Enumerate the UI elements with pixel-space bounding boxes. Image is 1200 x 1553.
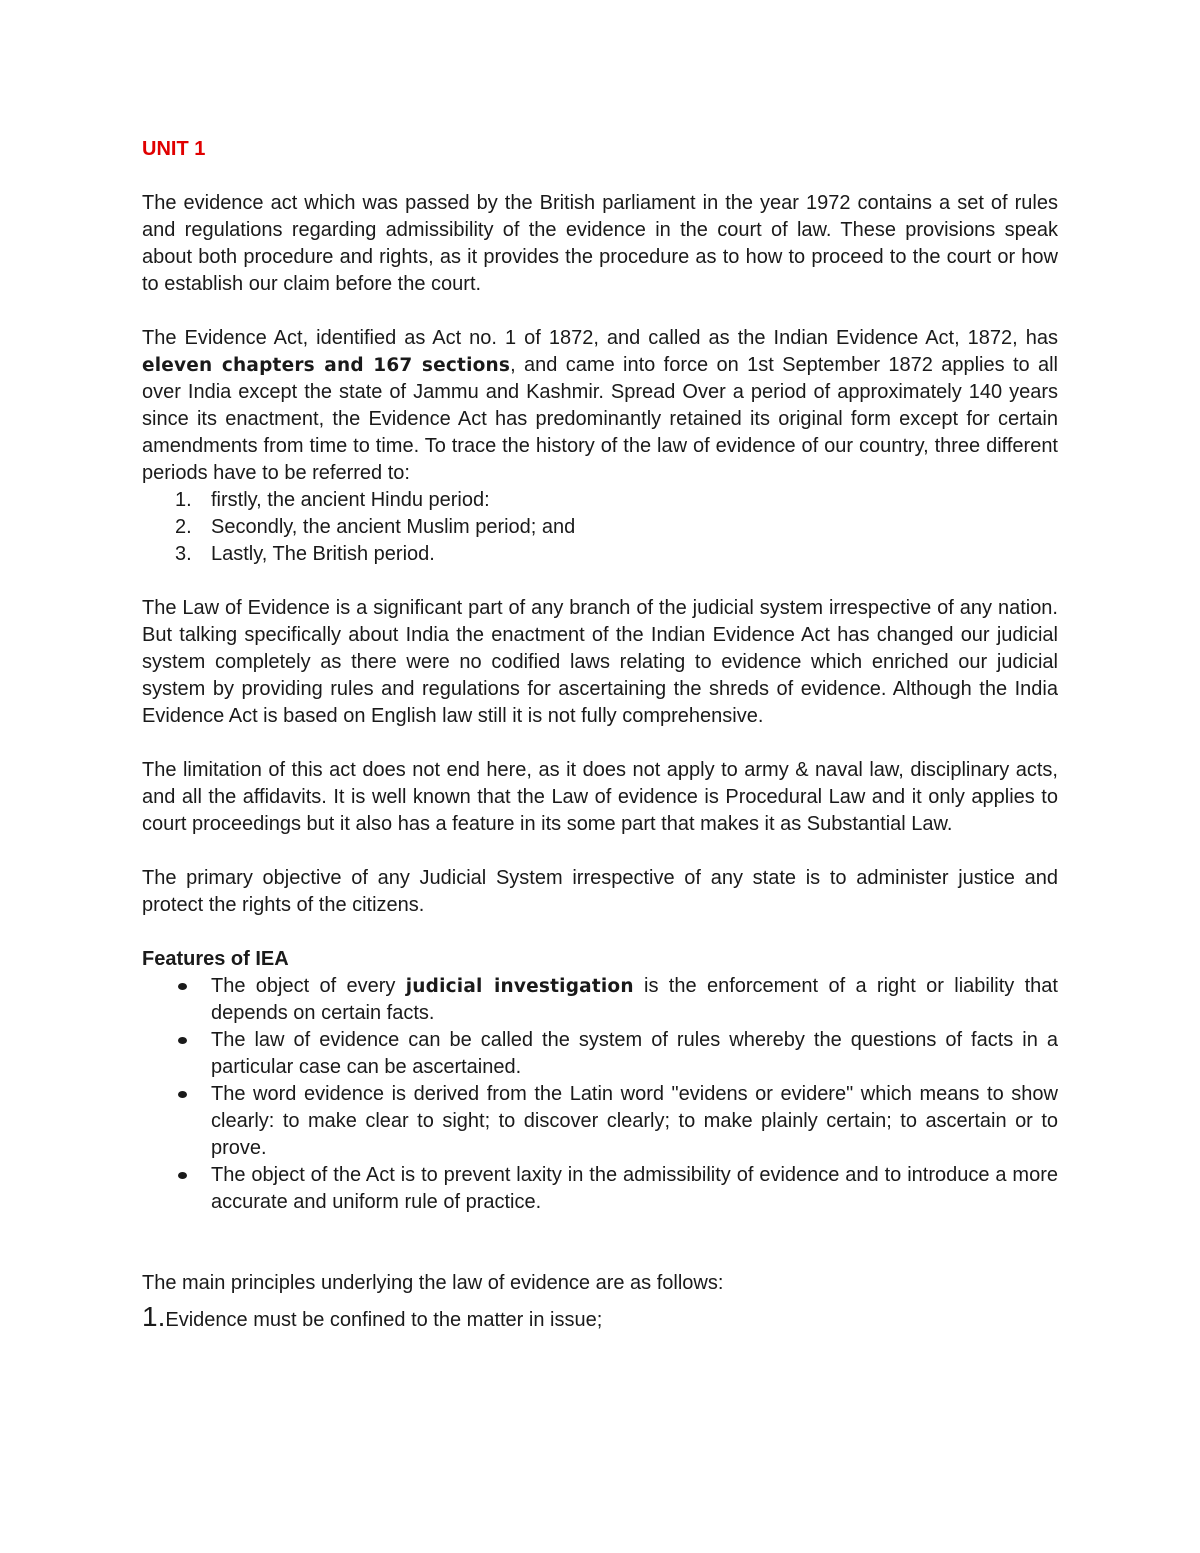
list-item: The word evidence is derived from the Latin word "evidens or evidere" which means to show clearly: to make clear to sight; to discover clearly; to make plainly certain; to ascertain or to prove. [142,1081,1058,1162]
list-item: The object of every judicial investigation is the enforcement of a right or liability that depends on certain facts. [142,973,1058,1027]
unit-title: UNIT 1 [142,138,206,160]
list-item: 3. Lastly, The British period. [175,543,435,565]
bullet-icon [178,1037,187,1044]
list-item: The law of evidence can be called the system of rules whereby the questions of facts in a particular case can be ascertained. [142,1027,1058,1081]
chapters-sections-bold: eleven chapters and 167 sections [142,355,511,376]
list-item: The object of the Act is to prevent laxity in the admissibility of evidence and to introduce a more accurate and uniform rule of practice. [142,1162,1058,1216]
features-heading: Features of IEA [142,948,289,970]
intro-paragraph: The evidence act which was passed by the British parliament in the year 1972 contains a set of rules and regulations regarding admissibility of the evidence in the court of law. These provisions speak about both procedure and rights, as it provides the procedure as to how to proceed to the court or how to establish our claim before the court. [142,192,1058,295]
list-item: 2. Secondly, the ancient Muslim period; and [175,516,576,538]
bullet-icon [178,983,187,990]
evidence-act-paragraph: The Evidence Act, identified as Act no. 1 of 1872, and called as the Indian Evidence Act, 1872, has eleven chapters and 167 sections, and came into force on 1st September 1872 applies to all over India except the state of Jammu and Kashmir. Spread Over a period of approximately 140 years since its enactment, the Evidence Act has predominantly retained its original form except for certain amendments from time to time. To trace the history of the law of evidence of our country, three different periods have to be referred to: [142,327,1058,484]
objective-paragraph: The primary objective of any Judicial System irrespective of any state is to administer justice and protect the rights of the citizens. [142,867,1058,916]
list-item: 1. firstly, the ancient Hindu period: [175,489,490,511]
limitation-paragraph: The limitation of this act does not end here, as it does not apply to army & naval law, disciplinary acts, and all the affidavits. It is well known that the Law of evidence is Procedural Law and it only applies to court proceedings but it also has a feature in its some part that makes it as Substantial Law. [142,759,1058,835]
document-body [142,136,1058,1334]
bullet-icon [178,1172,187,1179]
principles-intro: The main principles underlying the law of evidence are as follows: [142,1272,724,1294]
judicial-investigation-bold: judicial investigation [405,976,634,997]
features-list [142,973,1058,1216]
bullet-icon [178,1091,187,1098]
law-of-evidence-paragraph: The Law of Evidence is a significant part of any branch of the judicial system irrespective of any nation. But talking specifically about India the enactment of the Indian Evidence Act has changed our judicial system completely as there were no codified laws relating to evidence which enriched our judicial system by providing rules and regulations for ascertaining the shreds of evidence. Although the India Evidence Act is based on English law still it is not fully comprehensive. [142,597,1058,727]
principle-item: 1.Evidence must be confined to the matter in issue; [142,1301,603,1332]
periods-list [142,487,1058,568]
